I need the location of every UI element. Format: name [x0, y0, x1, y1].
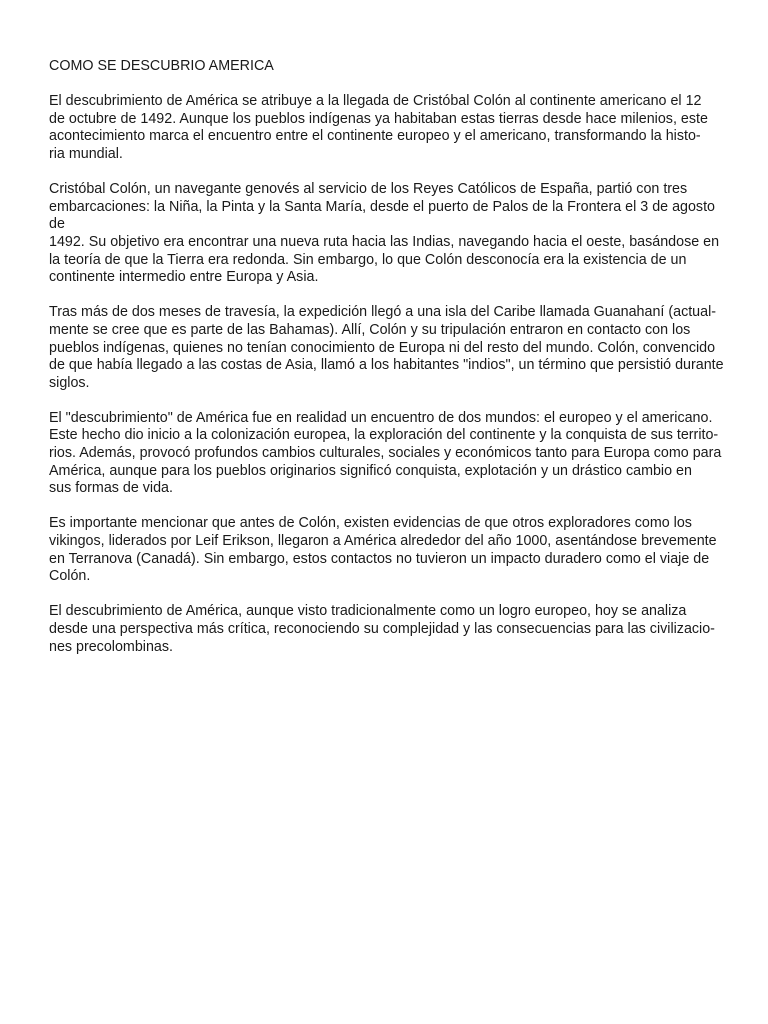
document-title: COMO SE DESCUBRIO AMERICA: [49, 58, 274, 74]
paragraph-6: El descubrimiento de América, aunque visto tradicionalmente como un logro europeo, hoy se analiza desde una perspectiva más crítica, reconociendo su complejidad y las consecuencias para las civilizacio- nes precolombinas.: [49, 603, 715, 655]
paragraph-5: Es importante mencionar que antes de Colón, existen evidencias de que otros exploradores como los vikingos, liderados por Leif Erikson, llegaron a América alrededor del año 1000, asentándose brevemente en Terranova (Canadá). Sin embargo, estos contactos no tuvieron un impacto duradero como el viaje de Colón.: [49, 515, 717, 585]
paragraph-1: El descubrimiento de América se atribuye a la llegada de Cristóbal Colón al continente americano el 12 de octubre de 1492. Aunque los pueblos indígenas ya habitaban estas tierras desde hace milenios, este acontecimiento marca el encuentro entre el continente europeo y el americano, transformando la histo- ria mundial.: [49, 93, 708, 162]
paragraph-4: El "descubrimiento" de América fue en realidad un encuentro de dos mundos: el europeo y el americano. Este hecho dio inicio a la colonización europea, la exploración del continente y la conquista de sus territo- rios. Además, provocó profundos cambios culturales, sociales y económicos tanto para Europa como para América, aunque para los pueblos originarios significó conquista, explotación y un drástico cambio en sus formas de vida.: [49, 409, 722, 497]
paragraph-3: Tras más de dos meses de travesía, la expedición llegó a una isla del Caribe llamada Guanahaní (actual- mente se cree que es parte de las Bahamas). Allí, Colón y su tripulación entraron en contacto con los pueblos indígenas, quienes no tenían conocimiento de Europa ni del resto del mundo. Colón, convencido de que había llegado a las costas de Asia, llamó a los habitantes "indios", un término que persistió durante siglos.: [49, 304, 724, 391]
paragraph-2: Cristóbal Colón, un navegante genovés al servicio de los Reyes Católicos de España, partió con tres embarcaciones: la Niña, la Pinta y la Santa María, desde el puerto de Palos de la Frontera el 3 de agosto de 1492. Su objetivo era encontrar una nueva ruta hacia las Indias, navegando hacia el oeste, basándose en la teoría de que la Tierra era redonda. Sin embargo, lo que Colón desconocía era la existencia de un continente intermedio entre Europa y Asia.: [49, 181, 720, 286]
document-page: [49, 58, 729, 674]
